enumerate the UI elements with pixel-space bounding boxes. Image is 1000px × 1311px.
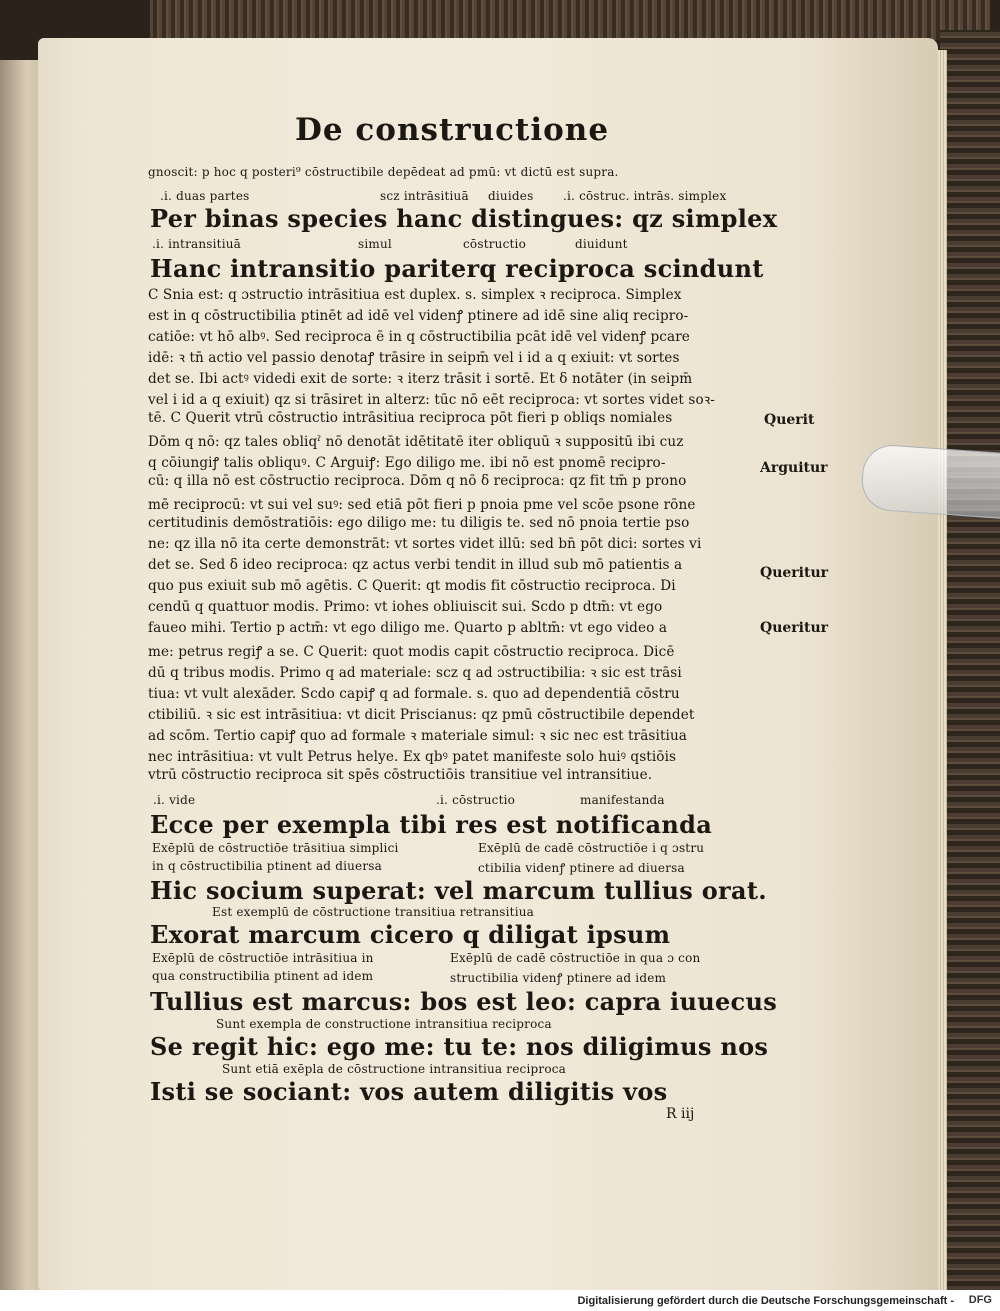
text-line: catiōe: vt hō albꝰ. Sed reciproca ē in q cōstructibilia pcāt idē vel videnꝭ pcare [148, 329, 690, 345]
text-line: .i. cōstructio [436, 793, 516, 807]
text-line: certitudinis demōstratiōis: ego diligo me: tu diligis te. sed nō pnoia tertie pso [148, 515, 690, 531]
text-line: Ecce per exempla tibi res est notificanda [150, 810, 713, 839]
text-line: cū: q illa nō est cōstructio reciproca. Dōm q nō ẟ reciproca: qz fit tm̄ p prono [148, 473, 687, 489]
text-line: Exorat marcum cicero q diligat ipsum [150, 920, 671, 949]
text-line: Sunt etiā exēpla de cōstructione intransitiua reciproca [222, 1062, 567, 1076]
text-line: gnoscit: p hoc q posteri⁹ cōstructibile depēdeat ad pmū: vt dictū est supra. [148, 165, 619, 179]
text-line: Sunt exempla de constructione intransitiua reciproca [216, 1017, 552, 1031]
text-line: tiua: vt vult alexāder. Scdo capiꝭ q ad formale. s. quo ad dependentiā cōstru [148, 686, 680, 702]
margin-note: Querit [764, 412, 815, 428]
footer-credit: Digitalisierung gefördert durch die Deutsche Forschungsgemeinschaft - [577, 1295, 954, 1307]
text-line: det se. Ibi actꝰ videdi exit de sorte: ꝛ iterz trāsit i sortē. Et ẟ notāter (in seipm̄ [148, 371, 693, 387]
text-line: diuides [488, 189, 534, 203]
text-line: Exēplū de cadē cōstructiōe in qua ɔ con [450, 951, 701, 965]
text-line: simul [358, 237, 392, 251]
dfg-logo: DFG [968, 1294, 992, 1306]
text-line: Tullius est marcus: bos est leo: capra iuuecus [150, 987, 778, 1016]
text-line: vel i id a q exiuit) qz si trāsiret in alterz: tūc nō eēt reciproca: vt sortes videt soꝛ- [148, 392, 715, 408]
book-cover-right [940, 30, 1000, 1290]
text-line: q cōiungiꝭ talis obliquꝰ. C Arguiꝭ: Ego diligo me. ibi nō est pnomē recipro- [148, 455, 666, 471]
text-line: diuidunt [575, 237, 628, 251]
text-line: Isti se sociant: vos autem diligitis vos [150, 1077, 668, 1106]
text-line: in q cōstructibilia ptinent ad diuersa [152, 859, 382, 873]
text-line: ne: qz illa nō ita certe demonstrāt: vt sortes videt illū: sed bn̄ pōt dici: sortes vi [148, 536, 702, 552]
text-line: ad scōm. Tertio capiꝭ quo ad formale ꝛ materiale simul: ꝛ sic nec est trāsitiua [148, 728, 688, 744]
text-line: cendū q quattuor modis. Primo: vt iohes obliuiscit sui. Scdo p dtm̄: vt ego [148, 599, 663, 615]
text-line: .i. intransitiuā [152, 237, 242, 251]
text-line: ctibilia videnꝭ ptinere ad diuersa [478, 861, 685, 875]
text-line: Dōm q nō: qz tales obliqˀ nō denotāt idētitatē iter obliquū ꝛ suppositū ibi cuz [148, 434, 684, 450]
text-line: Se regit hic: ego me: tu te: nos diligimus nos [150, 1032, 769, 1061]
text-line: Est exemplū de cōstructione transitiua retransitiua [212, 905, 535, 919]
text-line: Exēplū de cōstructiōe intrāsitiua in [152, 951, 374, 965]
text-line: structibilia videnꝭ ptinere ad idem [450, 971, 667, 985]
text-line: .i. cōstruc. intrās. simplex [563, 189, 727, 203]
text-line: idē: ꝛ tn̄ actio vel passio denotaꝭ trāsire in seipm̄ vel i id a q exiuit: vt sortes [148, 350, 680, 366]
text-line: C Snia est: q ɔstructio intrāsitiua est duplex. s. simplex ꝛ reciproca. Simplex [148, 287, 682, 303]
text-line: Exēplū de cōstructiōe trāsitiua simplici [152, 841, 399, 855]
page-clip [860, 443, 1000, 519]
text-line: nec intrāsitiua: vt vult Petrus helye. Ex qbꝰ patet manifeste solo huiꝰ qstiōis [148, 749, 677, 765]
text-line: dū q tribus modis. Primo q ad materiale: scz q ad ɔstructibilia: ꝛ sic est trāsi [148, 665, 682, 681]
text-line: ctibiliū. ꝛ sic est intrāsitiua: vt dicit Priscianus: qz pmū cōstructibile dependet [148, 707, 695, 723]
text-line: Exēplū de cadē cōstructiōe i q ɔstru [478, 841, 705, 855]
text-line: qua constructibilia ptinent ad idem [152, 969, 374, 983]
margin-note: Queritur [760, 620, 828, 636]
text-line: cōstructio [463, 237, 526, 251]
text-line: Per binas species hanc distingues: qz simplex [150, 204, 778, 233]
text-line: Hic socium superat: vel marcum tullius orat. [150, 876, 767, 905]
text-line: quo pus exiuit sub mō agētis. C Querit: qt modis fit cōstructio reciproca. Di [148, 578, 676, 594]
text-line: est in q cōstructibilia ptinēt ad idē vel videnꝭ ptinere ad idē sine aliq recipro- [148, 308, 689, 324]
text-line: R iij [666, 1106, 695, 1122]
page-heading: De constructione [295, 112, 610, 148]
text-line: det se. Sed ẟ ideo reciproca: qz actus verbi tendit in illud sub mō patientis a [148, 557, 683, 573]
text-line: me: petrus regiꝭ a se. C Querit: quot modis capit cōstructio reciproca. Dicē [148, 644, 675, 660]
book-cover-top [150, 0, 990, 40]
margin-note: Arguitur [760, 460, 828, 476]
text-line: Hanc intransitio pariterq reciproca scindunt [150, 254, 764, 283]
text-line: scz intrāsitiuā [380, 189, 469, 203]
text-line: faueo mihi. Tertio p actm̄: vt ego diligo me. Quarto p abltm̄: vt ego video a [148, 620, 668, 636]
text-line: .i. duas partes [160, 189, 250, 203]
text-line: mē reciprocū: vt sui vel suꝰ: sed etiā pōt fieri p pnoia pme vel scōe psone rōne [148, 497, 696, 513]
text-line: .i. vide [153, 793, 196, 807]
text-line: tē. C Querit vtrū cōstructio intrāsitiua reciproca pōt fieri p obliqs nomiales [148, 410, 673, 426]
text-line: vtrū cōstructio reciproca sit spēs cōstructiōis transitiue vel intransitiue. [148, 767, 653, 783]
margin-note: Queritur [760, 565, 828, 581]
text-line: manifestanda [580, 793, 665, 807]
